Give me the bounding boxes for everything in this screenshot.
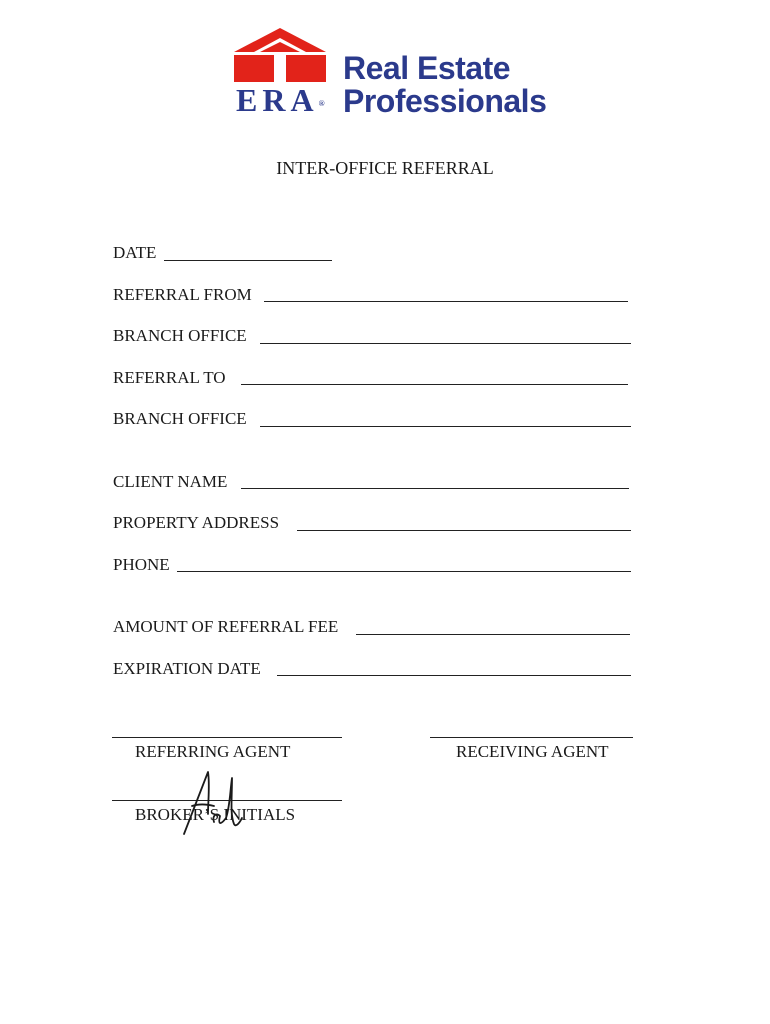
field-label-branch-office-from: BRANCH OFFICE [113,326,247,345]
field-input-client-name[interactable] [241,488,629,489]
field-label-branch-office-to: BRANCH OFFICE [113,409,247,428]
brand-line-2: Professionals [343,83,547,119]
field-input-date[interactable] [164,260,332,261]
era-logo [232,28,547,119]
field-input-phone[interactable] [177,571,631,572]
handwritten-initials-signature [178,768,248,838]
referring-agent-signature-line[interactable] [112,737,342,738]
house-roof-icon [234,28,326,84]
field-label-property-address: PROPERTY ADDRESS [113,513,280,532]
field-input-referral-fee[interactable] [356,634,630,635]
receiving-agent-label: RECEIVING AGENT [456,742,609,761]
registered-mark: ® [318,99,330,108]
field-input-expiration-date[interactable] [277,675,631,676]
field-input-branch-office-from[interactable] [260,343,631,344]
receiving-agent-signature-line[interactable] [430,737,633,738]
field-input-referral-from[interactable] [264,301,628,302]
field-label-referral-from: REFERRAL FROM [113,285,252,304]
field-label-client-name: CLIENT NAME [113,472,228,491]
field-label-phone: PHONE [113,555,170,574]
field-input-property-address[interactable] [297,530,631,531]
field-input-referral-to[interactable] [241,384,628,385]
referring-agent-label: REFERRING AGENT [135,742,291,761]
era-abbrev: ERA [236,82,319,118]
form-title: INTER-OFFICE REFERRAL [276,158,494,178]
brand-line-1: Real Estate [343,50,511,86]
field-label-expiration-date: EXPIRATION DATE [113,659,261,678]
field-input-branch-office-to[interactable] [260,426,631,427]
field-label-date: DATE [113,243,157,262]
field-label-referral-to: REFERRAL TO [113,368,226,387]
brokers-initials-label: BROKER’S INITIALS [135,805,296,824]
field-label-referral-fee: AMOUNT OF REFERRAL FEE [113,617,339,636]
